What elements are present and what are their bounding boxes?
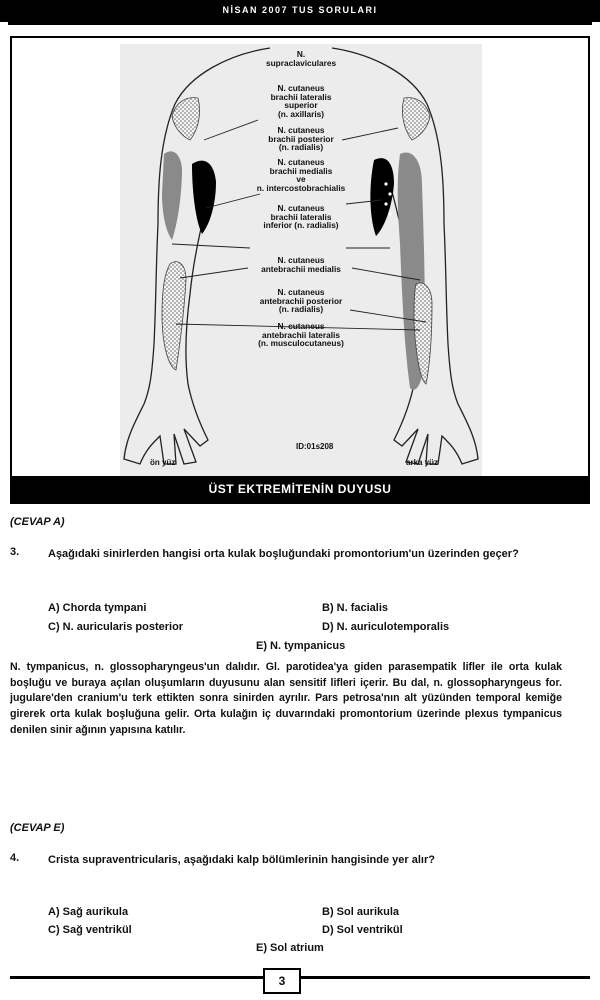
anatomy-figure <box>10 36 590 504</box>
figure-illustration-area <box>120 44 482 476</box>
q3-option-d: D) N. auriculotemporalis <box>322 621 450 633</box>
back-view-label: arka yüz <box>406 458 439 467</box>
label-antebrachii-medialis: N. cutaneus antebrachii medialis <box>261 255 341 274</box>
header-rule <box>8 22 592 25</box>
label-brachii-posterior: N. cutaneus brachii posterior (n. radialis) <box>268 125 334 152</box>
label-antebrachii-lateralis: N. cutaneus antebrachii lateralis (n. musculocutaneus) <box>258 321 344 348</box>
front-view-label: ön yüz <box>150 458 176 467</box>
q4-option-d: D) Sol ventrikül <box>322 924 403 936</box>
question-4-text: Crista supraventricularis, aşağıdaki kalp bölümlerinin hangisinde yer alır? <box>48 854 435 866</box>
label-brachii-lateralis-inferior: N. cutaneus brachii lateralis inferior (n. radialis) <box>263 203 339 230</box>
figure-caption: ÜST EKTREMİTENİN DUYUSU <box>12 476 588 502</box>
question-3-text: Aşağıdaki sinirlerden hangisi orta kulak boşluğundaki promontorium'un üzerinden geçer? <box>48 548 519 560</box>
q3-option-c: C) N. auricularis posterior <box>48 621 184 633</box>
answer-previous: (CEVAP A) <box>10 516 65 528</box>
question-3-number: 3. <box>10 546 20 558</box>
label-antebrachii-posterior: N. cutaneus antebrachii posterior (n. radialis) <box>259 287 343 314</box>
answer-question-3: (CEVAP E) <box>10 822 65 834</box>
q3-option-a: A) Chorda tympani <box>48 602 147 614</box>
figure-id: ID:01s208 <box>296 442 334 451</box>
label-brachii-medialis: N. cutaneus brachii medialis ve n. intercostobrachialis <box>256 157 346 193</box>
label-supraclaviculares: N. supraclaviculares <box>266 49 337 68</box>
label-brachii-lateralis-superior: N. cutaneus brachii lateralis superior (n. axillaris) <box>270 83 332 119</box>
page-header: NİSAN 2007 TUS SORULARI <box>0 0 600 22</box>
q3-option-e: E) N. tympanicus <box>256 640 346 652</box>
q4-option-e: E) Sol atrium <box>256 942 324 954</box>
question-3-explanation: N. tympanicus, n. glossopharyngeus'un dalıdır. Gl. parotidea'ya giden parasempatik lifler ile orta kulak boşluğu ve buraya açılan oluşumların duyusunu alan sensitif lifleri içerir. Bu dal, n. glossopharyngeus for. jugulare'den cranium'u terk ettikten sonra sinirden ayrılır. Pars petrosa'nın alt yüzünden temporal kemiğe girerek orta kulak boşluğuna gelir. Orta kulağın iç duvarındaki promontorium üzerinde plexus tympanicus denilen sinir ağının yapısına katılır. <box>10 661 562 736</box>
q4-option-c: C) Sağ ventrikül <box>48 924 132 936</box>
page-number: 3 <box>263 968 301 994</box>
question-4-number: 4. <box>10 852 20 864</box>
q4-option-a: A) Sağ aurikula <box>48 906 129 918</box>
q4-option-b: B) Sol aurikula <box>322 906 400 918</box>
q3-option-b: B) N. facialis <box>322 602 389 614</box>
